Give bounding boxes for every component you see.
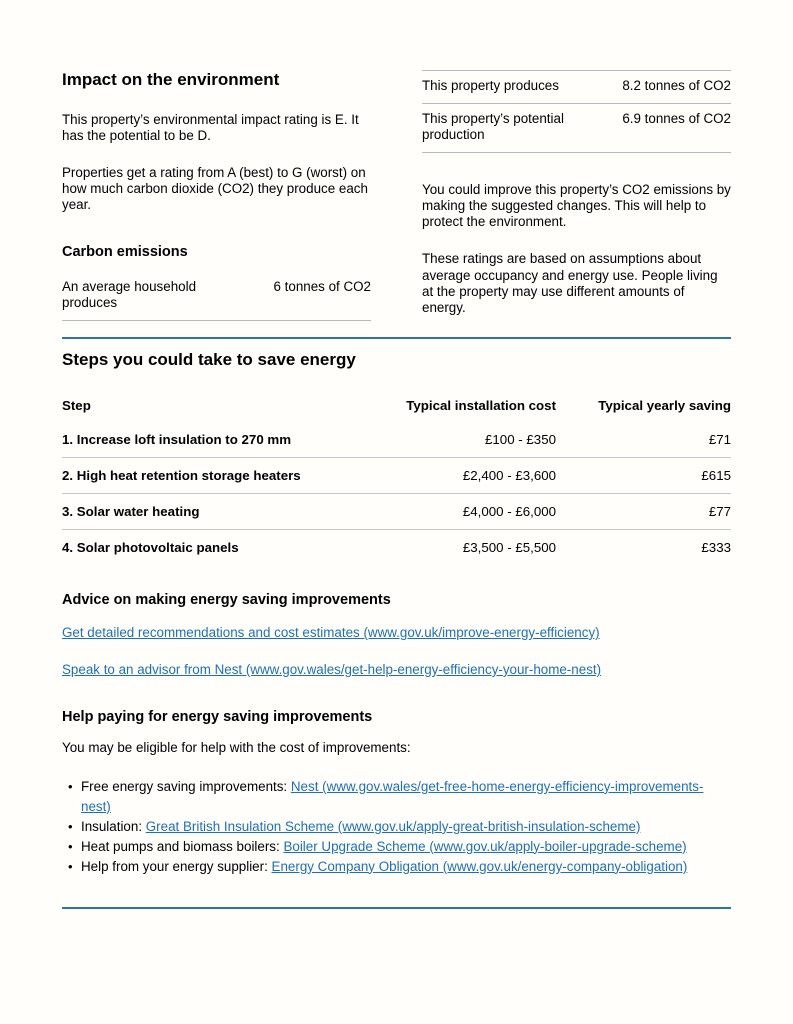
item-prefix: Heat pumps and biomass boilers:	[81, 838, 284, 854]
column-header-step: Step	[62, 398, 91, 414]
column-header-saving: Typical yearly saving	[598, 398, 731, 414]
table-row	[62, 422, 731, 458]
nest-free-improvements-link[interactable]: Nest (www.gov.wales/get-free-home-energy-efficiency-improvements-nest)	[81, 778, 704, 814]
table-row	[62, 530, 731, 565]
item-prefix: Help from your energy supplier:	[81, 858, 272, 874]
item-prefix: Free energy saving improvements:	[81, 778, 291, 794]
step-saving: £615	[701, 468, 731, 484]
section-divider	[62, 907, 731, 909]
property-co2-table	[422, 70, 731, 153]
row-label: An average household produces	[62, 278, 197, 310]
impact-column	[62, 70, 371, 321]
help-intro: You may be eligible for help with the cost of improvements:	[62, 739, 411, 755]
list-item	[62, 857, 731, 877]
improve-energy-efficiency-link[interactable]: Get detailed recommendations and cost estimates (www.gov.uk/improve-energy-efficiency)	[62, 624, 600, 640]
step-name: 4. Solar photovoltaic panels	[62, 540, 239, 556]
steps-table	[62, 398, 731, 565]
table-row	[62, 458, 731, 494]
impact-paragraph: This property’s environmental impact rating is E. It has the potential to be D.	[62, 111, 359, 143]
boiler-upgrade-scheme-link[interactable]: Boiler Upgrade Scheme (www.gov.uk/apply-boiler-upgrade-scheme)	[283, 838, 687, 854]
top-columns	[62, 70, 731, 321]
step-name: 1. Increase loft insulation to 270 mm	[62, 432, 292, 448]
advice-links	[62, 624, 731, 679]
steps-table-header	[62, 398, 731, 422]
table-row	[62, 279, 371, 321]
step-saving: £77	[708, 504, 731, 520]
row-label: This property’s potential production	[422, 111, 564, 143]
great-british-insulation-scheme-link[interactable]: Great British Insulation Scheme (www.gov.uk/apply-great-british-insulation-scheme)	[145, 818, 641, 834]
step-saving: £333	[701, 540, 731, 556]
list-item	[62, 837, 731, 857]
row-label: This property produces	[422, 78, 559, 93]
advice-section-title: Advice on making energy saving improvements	[62, 592, 391, 609]
bullet-icon: •	[68, 838, 73, 854]
column-header-cost: Typical installation cost	[406, 398, 556, 414]
average-household-table	[62, 279, 371, 321]
item-prefix: Insulation:	[81, 818, 146, 834]
table-row	[62, 494, 731, 530]
section-divider	[62, 337, 731, 339]
bullet-icon: •	[68, 818, 73, 834]
help-section-title: Help paying for energy saving improvements	[62, 708, 373, 725]
energy-company-obligation-link[interactable]: Energy Company Obligation (www.gov.uk/energy-company-obligation)	[271, 858, 688, 874]
row-value: 6 tonnes of CO2	[273, 278, 371, 294]
step-cost: £4,000 - £6,000	[462, 504, 556, 520]
carbon-emissions-title: Carbon emissions	[62, 243, 188, 260]
bullet-icon: •	[68, 778, 73, 794]
environment-note: You could improve this property’s CO2 emissions by making the suggested changes. This will help to protect the environment.	[422, 182, 731, 230]
nest-advisor-link[interactable]: Speak to an advisor from Nest (www.gov.wales/get-help-energy-efficiency-your-home-nest)	[62, 661, 602, 677]
help-list	[62, 777, 731, 877]
row-value: 6.9 tonnes of CO2	[622, 111, 731, 127]
step-cost: £2,400 - £3,600	[462, 468, 556, 484]
co2-column	[422, 70, 731, 321]
impact-paragraph: Properties get a rating from A (best) to G (worst) on how much carbon dioxide (CO2) they produce each year.	[62, 164, 368, 212]
step-saving: £71	[708, 432, 731, 448]
step-cost: £3,500 - £5,500	[462, 540, 556, 556]
list-item	[62, 817, 731, 837]
environment-note: These ratings are based on assumptions about average occupancy and energy use. People living at the property may use different amounts of energy.	[422, 251, 718, 315]
step-name: 3. Solar water heating	[62, 504, 200, 520]
step-cost: £100 - £350	[485, 432, 556, 448]
table-row	[422, 71, 731, 104]
bullet-icon: •	[68, 858, 73, 874]
list-item	[62, 777, 731, 817]
steps-section-title: Steps you could take to save energy	[62, 349, 356, 369]
impact-section-title: Impact on the environment	[62, 70, 280, 89]
table-row	[422, 104, 731, 153]
step-name: 2. High heat retention storage heaters	[62, 468, 301, 484]
row-value: 8.2 tonnes of CO2	[622, 78, 731, 93]
